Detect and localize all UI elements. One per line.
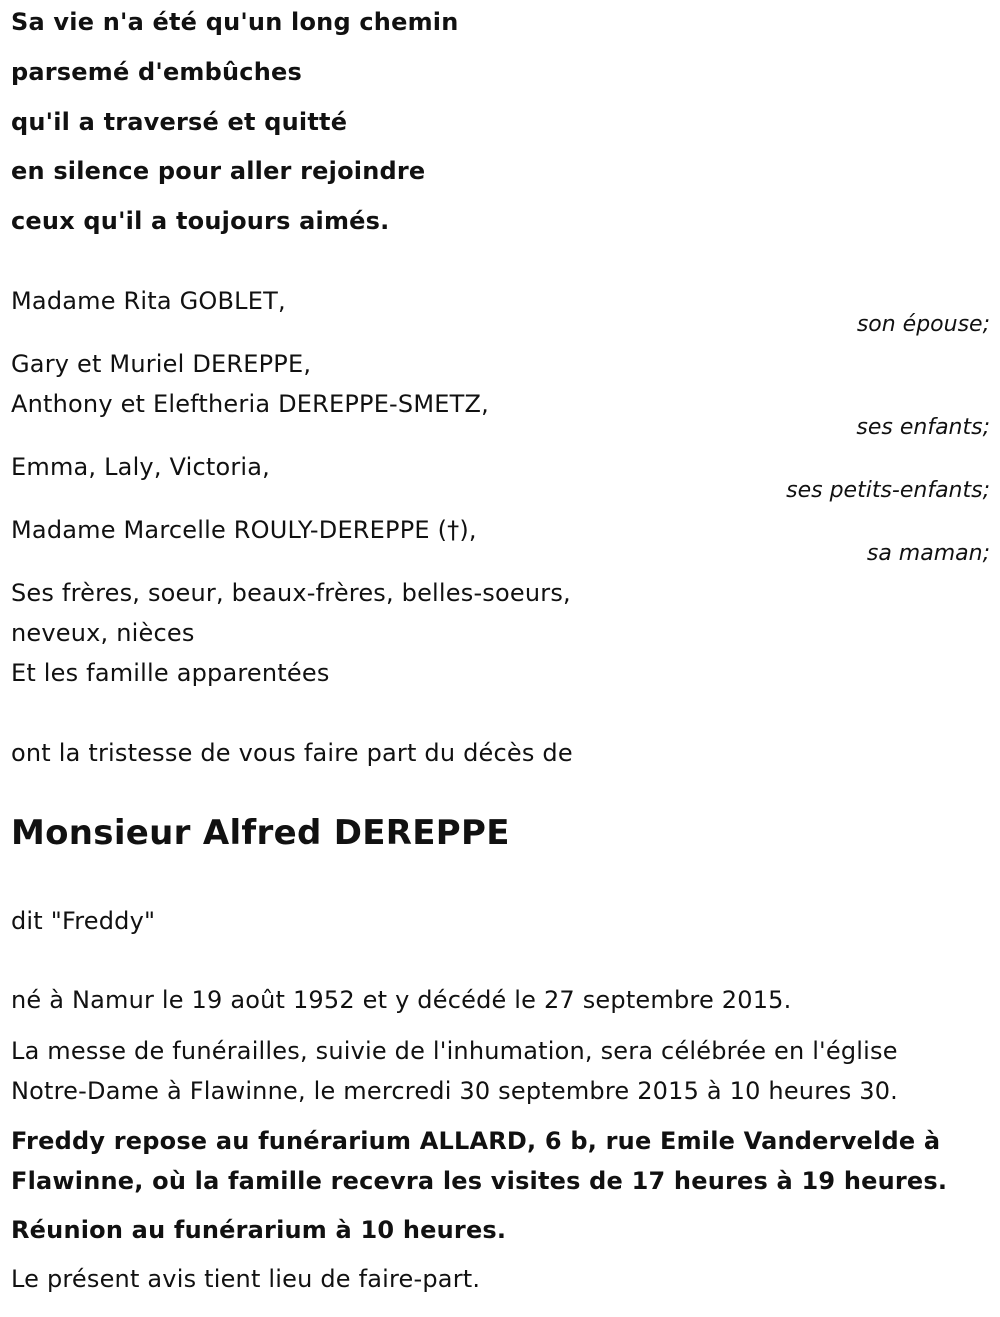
- birth-death-dates: né à Namur le 19 août 1952 et y décédé le 27 septembre 2015.: [11, 986, 792, 1014]
- children-name: Anthony et Eleftheria DEREPPE-SMETZ,: [11, 390, 489, 418]
- mother-role: sa maman;: [866, 541, 990, 566]
- poem-line: Sa vie n'a été qu'un long chemin: [11, 8, 459, 36]
- relatives-line: Et les famille apparentées: [11, 659, 330, 687]
- mother-name: Madame Marcelle ROULY-DEREPPE (†),: [11, 516, 477, 544]
- nickname: dit "Freddy": [11, 907, 156, 935]
- grandchildren-names: Emma, Laly, Victoria,: [11, 453, 271, 481]
- relatives-line: Ses frères, soeur, beaux-frères, belles-soeurs,: [11, 579, 571, 607]
- spouse-name: Madame Rita GOBLET,: [11, 287, 286, 315]
- poem-line: ceux qu'il a toujours aimés.: [11, 207, 390, 235]
- funeral-details: Notre-Dame à Flawinne, le mercredi 30 septembre 2015 à 10 heures 30.: [11, 1077, 899, 1105]
- announcement-text: ont la tristesse de vous faire part du décès de: [11, 739, 573, 767]
- notice-text: Le présent avis tient lieu de faire-part.: [11, 1265, 481, 1293]
- meeting-info: Réunion au funérarium à 10 heures.: [11, 1216, 507, 1244]
- visitation-details: Freddy repose au funérarium ALLARD, 6 b, rue Emile Vandervelde à: [11, 1127, 941, 1155]
- poem-line: parsemé d'embûches: [11, 58, 302, 86]
- relatives-line: neveux, nièces: [11, 619, 195, 647]
- deceased-name: Monsieur Alfred DEREPPE: [11, 813, 510, 853]
- poem-line: qu'il a traversé et quitté: [11, 108, 348, 136]
- visitation-details: Flawinne, où la famille recevra les visites de 17 heures à 19 heures.: [11, 1167, 948, 1195]
- poem-line: en silence pour aller rejoindre: [11, 157, 426, 185]
- children-name: Gary et Muriel DEREPPE,: [11, 350, 312, 378]
- spouse-role: son épouse;: [856, 312, 990, 337]
- children-role: ses enfants;: [856, 415, 990, 440]
- funeral-details: La messe de funérailles, suivie de l'inhumation, sera célébrée en l'église: [11, 1037, 898, 1065]
- grandchildren-role: ses petits-enfants;: [786, 478, 990, 503]
